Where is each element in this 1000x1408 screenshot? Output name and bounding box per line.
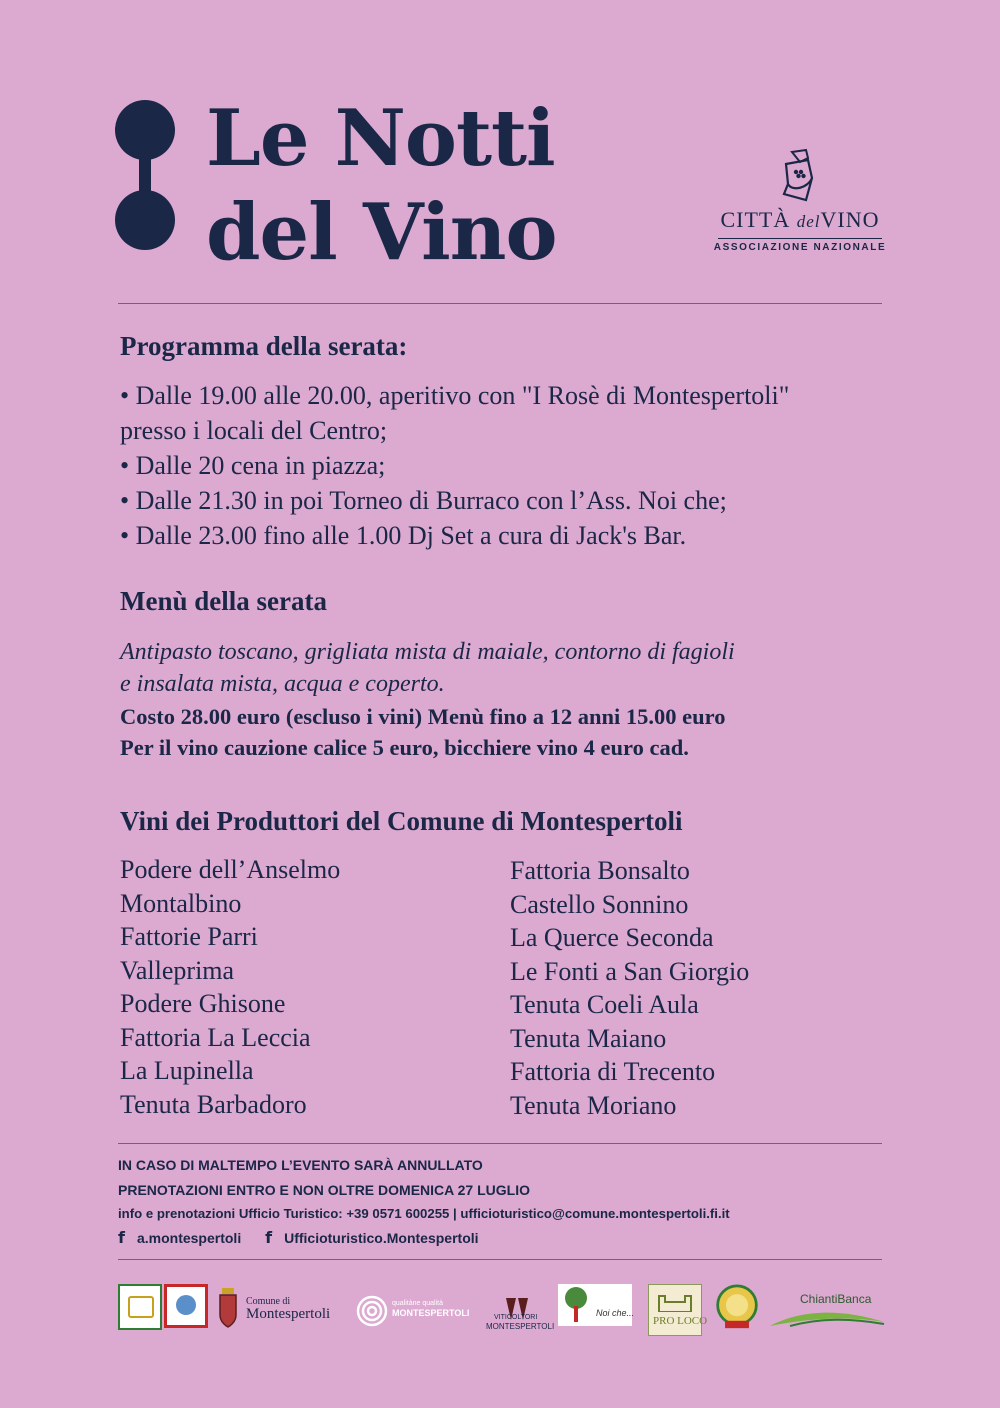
citta-del-vino-name: CITTÀ delVINO xyxy=(720,207,880,232)
event-title xyxy=(206,92,556,280)
facebook-links xyxy=(118,1228,479,1247)
wine-glass-hand-icon xyxy=(778,148,822,202)
list-item: Fattoria di Trecento xyxy=(510,1057,716,1086)
price-line: Per il vino cauzione calice 5 euro, bicchiere vino 4 euro cad. xyxy=(120,735,689,760)
viticoltori-name: MONTESPERTOLI xyxy=(486,1322,555,1331)
noiche-logo: Noi che... xyxy=(558,1284,632,1326)
menu-description xyxy=(120,636,735,700)
list-item: La Querce Seconda xyxy=(510,923,714,952)
comune-small: Comune di xyxy=(246,1296,291,1307)
vini-heading: Vini dei Produttori del Comune di Montespertoli xyxy=(120,806,683,836)
castle-icon xyxy=(657,1290,693,1312)
list-item: Le Fonti a San Giorgio xyxy=(510,956,750,986)
price-line: Costo 28.00 euro (escluso i vini) Menù fino a 12 anni 15.00 euro xyxy=(120,704,726,729)
notti-del-vino-logo-icon xyxy=(112,100,178,252)
citta-del-vino-logo xyxy=(712,148,888,253)
list-item: Fattoria Bonsalto xyxy=(510,856,690,885)
facebook-icon: f xyxy=(265,1228,273,1247)
wine-producers-left xyxy=(120,853,340,1121)
sponsor-logo-icon xyxy=(164,1284,208,1328)
divider xyxy=(118,303,882,304)
list-item: Castello Sonnino xyxy=(510,889,689,919)
list-item: La Lupinella xyxy=(120,1056,254,1085)
maltempo-notice: IN CASO DI MALTEMPO L’EVENTO SARÀ ANNULLATO xyxy=(118,1157,483,1173)
divider xyxy=(118,1259,882,1260)
event-title-line1: Le Notti xyxy=(206,93,555,184)
list-item: • Dalle 19.00 alle 20.00, aperitivo con "I Rosè di Montespertoli" xyxy=(120,381,790,410)
swoosh-icon xyxy=(770,1308,886,1328)
menu-prices xyxy=(120,701,725,763)
list-item: Tenuta Moriano xyxy=(510,1090,677,1120)
tree-icon xyxy=(562,1286,590,1324)
list-item: • Dalle 21.30 in poi Torneo di Burraco con l’Ass. Noi che; xyxy=(120,486,727,515)
divider xyxy=(118,1143,882,1144)
qualita-small: qualitàne qualità xyxy=(392,1300,443,1307)
facebook-icon: f xyxy=(118,1228,125,1247)
viticoltori-small: VITICOLTORI xyxy=(494,1314,538,1321)
menu-line: e insalata mista, acqua e coperto. xyxy=(120,671,445,697)
list-item: Fattoria La Leccia xyxy=(120,1022,311,1052)
list-item: Tenuta Coeli Aula xyxy=(510,990,699,1019)
facebook-link-1[interactable]: f a.montespertoli xyxy=(118,1228,242,1247)
prenotazioni-notice: PRENOTAZIONI ENTRO E NON OLTRE DOMENICA 27 LUGLIO xyxy=(118,1182,530,1198)
list-item: Tenuta Barbadoro xyxy=(120,1089,307,1119)
qualita-name: MONTESPERTOLI xyxy=(392,1308,470,1318)
chiantibanca-logo: ChiantiBanca xyxy=(770,1284,886,1328)
proloco-logo: PRO LOCO xyxy=(648,1284,702,1336)
programma-heading: Programma della serata: xyxy=(120,331,408,361)
list-item: Podere dell’Anselmo xyxy=(120,855,341,884)
list-item: • Dalle 20 cena in piazza; xyxy=(120,451,386,480)
list-item: • Dalle 23.00 fino alle 1.00 Dj Set a cura di Jack's Bar. xyxy=(120,521,687,550)
comune-crest-icon xyxy=(218,1284,238,1330)
citta-del-vino-subtitle: ASSOCIAZIONE NAZIONALE xyxy=(713,242,887,253)
facebook-link-2[interactable]: f Ufficioturistico.Montespertoli xyxy=(265,1228,479,1247)
seal-logo-icon xyxy=(714,1284,760,1330)
info-contacts: info e prenotazioni Ufficio Turistico: +39 0571 600255 | ufficioturistico@comune.montespertoli.fi.it xyxy=(118,1206,730,1221)
menu-line: Antipasto toscano, grigliata mista di maiale, contorno di fagioli xyxy=(120,639,735,665)
wine-producers-right xyxy=(510,854,749,1122)
event-title-line2: del Vino xyxy=(206,187,557,278)
spiral-logo-icon xyxy=(356,1288,388,1334)
divider xyxy=(718,238,882,239)
list-item: presso i locali del Centro; xyxy=(120,416,388,445)
menu-heading: Menù della serata xyxy=(120,586,327,616)
sponsor-logo-icon xyxy=(118,1284,162,1330)
list-item: Fattorie Parri xyxy=(120,922,258,951)
list-item: Podere Ghisone xyxy=(120,989,286,1018)
programma-list xyxy=(120,378,920,553)
sponsor-logos xyxy=(0,1284,1000,1336)
list-item: Tenuta Maiano xyxy=(510,1023,667,1053)
list-item: Valleprima xyxy=(120,955,235,985)
comune-name: Montespertoli xyxy=(246,1306,331,1322)
list-item: Montalbino xyxy=(120,888,242,918)
